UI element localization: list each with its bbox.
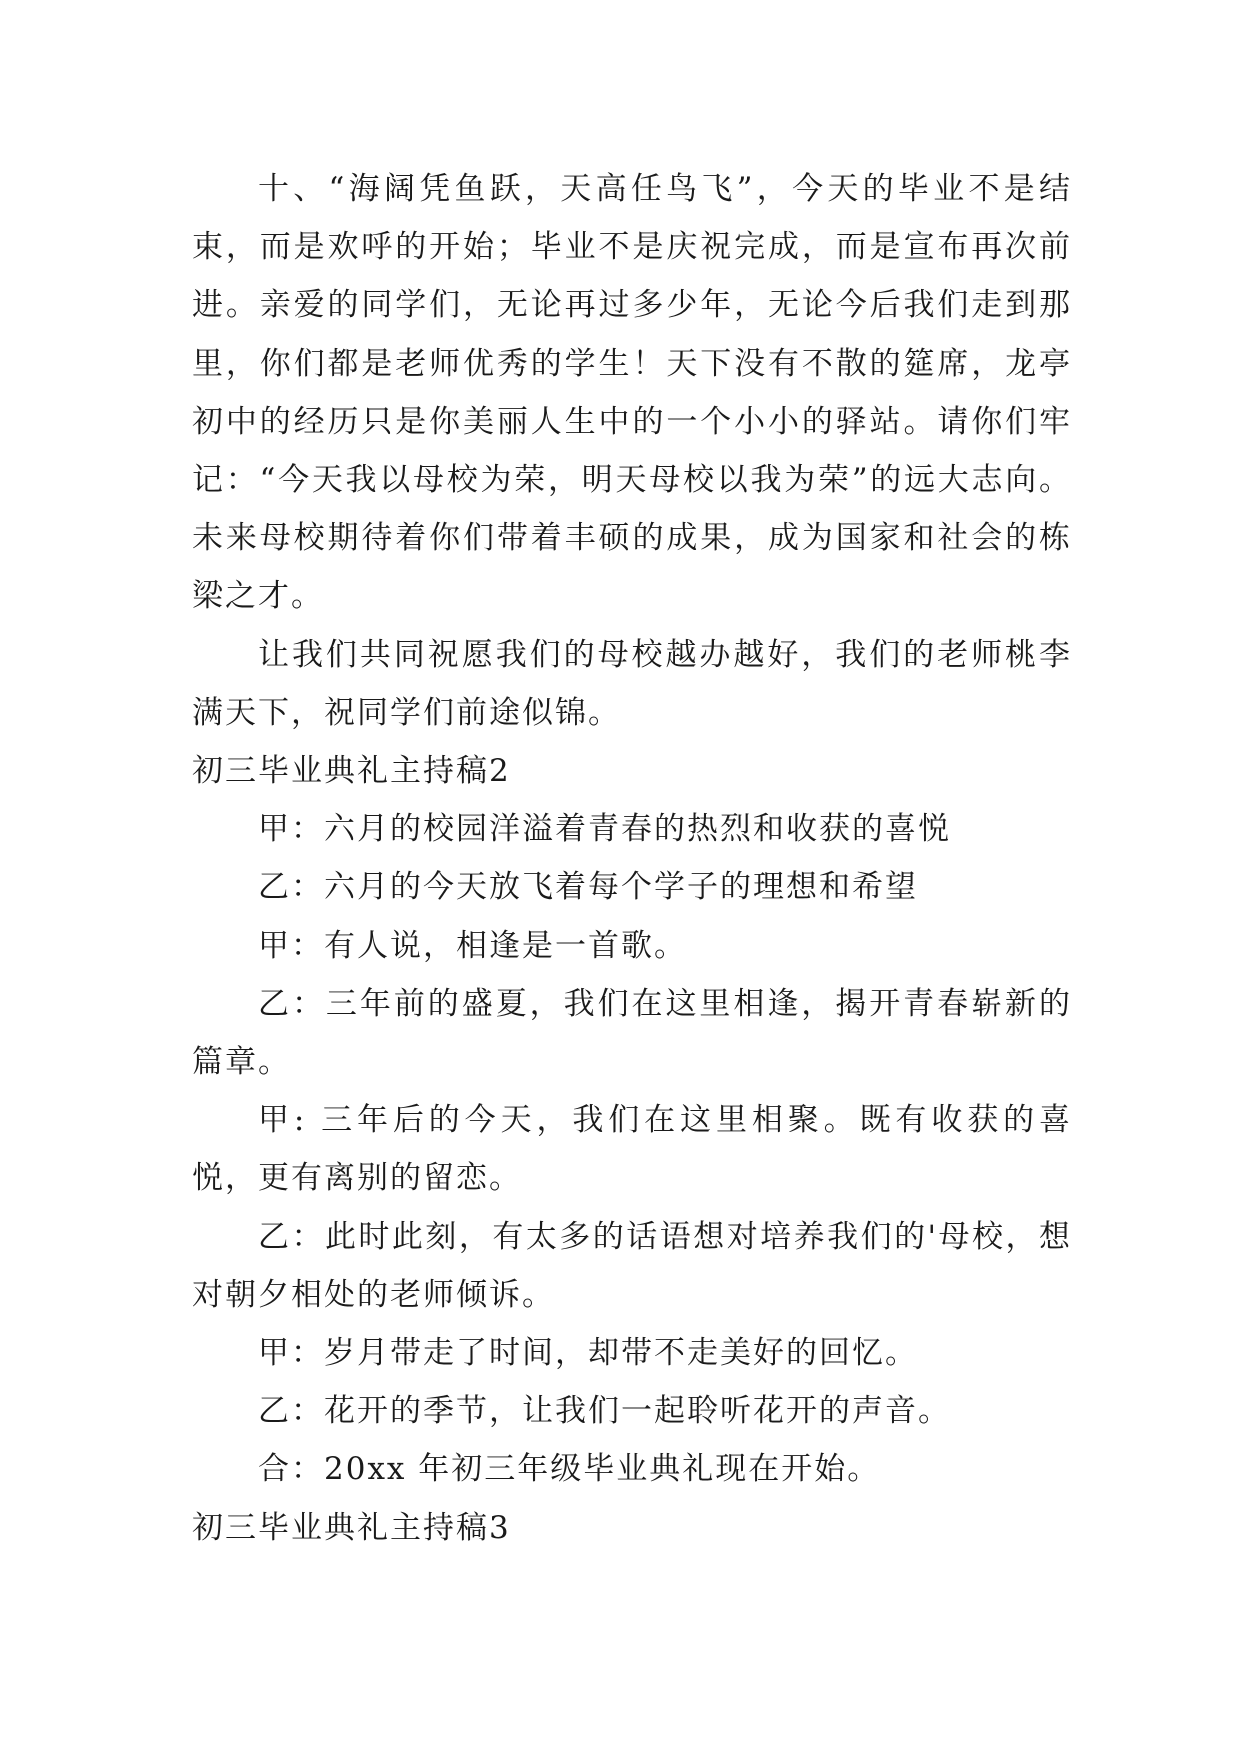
dialogue-line: 甲：岁月带走了时间，却带不走美好的回忆。 xyxy=(258,1335,918,1372)
dialogue-line: 乙：三年前的盛夏，我们在这里相逢，揭开青春崭新的篇章。 xyxy=(192,985,1072,1081)
section-heading-3: 初三毕业典礼主持稿3 xyxy=(192,1509,511,1546)
paragraph-closing-wish: 十、“海阔凭鱼跃，天高任鸟飞”，今天的毕业不是结束，而是欢呼的开始；毕业不是庆祝完成，而是宣布再次前进。亲爱的同学们，无论再过多少年，无论今后我们走到那里，你们都是老师优秀的学生！天下没有不散的筵席，龙亭初中的经历只是你美丽人生中的一个小小的驿站。请你们牢记：“今天我以母校为荣，明天母校以我为荣”的远大志向。未来母校期待着你们带着丰硕的成果，成为国家和社会的栋梁之才。 xyxy=(192,171,1072,615)
dialogue-line: 合：20xx 年初三年级毕业典礼现在开始。 xyxy=(258,1451,881,1488)
dialogue-line: 甲: 三年后的今天，我们在这里相聚。既有收获的喜悦，更有离别的留恋。 xyxy=(192,1102,1072,1197)
dialogue-line: 甲：六月的校园洋溢着青春的热烈和收获的喜悦 xyxy=(258,811,951,848)
dialogue-line: 甲：有人说，相逢是一首歌。 xyxy=(258,927,687,964)
document-body xyxy=(192,160,1072,1557)
dialogue-line: 乙：六月的今天放飞着每个学子的理想和希望 xyxy=(258,869,918,906)
paragraph-blessing: 让我们共同祝愿我们的母校越办越好，我们的老师桃李满天下，祝同学们前途似锦。 xyxy=(192,636,1072,731)
section-heading-2: 初三毕业典礼主持稿2 xyxy=(192,753,511,790)
dialogue-line: 乙：花开的季节，让我们一起聆听花开的声音。 xyxy=(258,1393,951,1430)
dialogue-line: 乙：此时此刻，有太多的话语想对培养我们的'母校，想对朝夕相处的老师倾诉。 xyxy=(192,1218,1072,1313)
